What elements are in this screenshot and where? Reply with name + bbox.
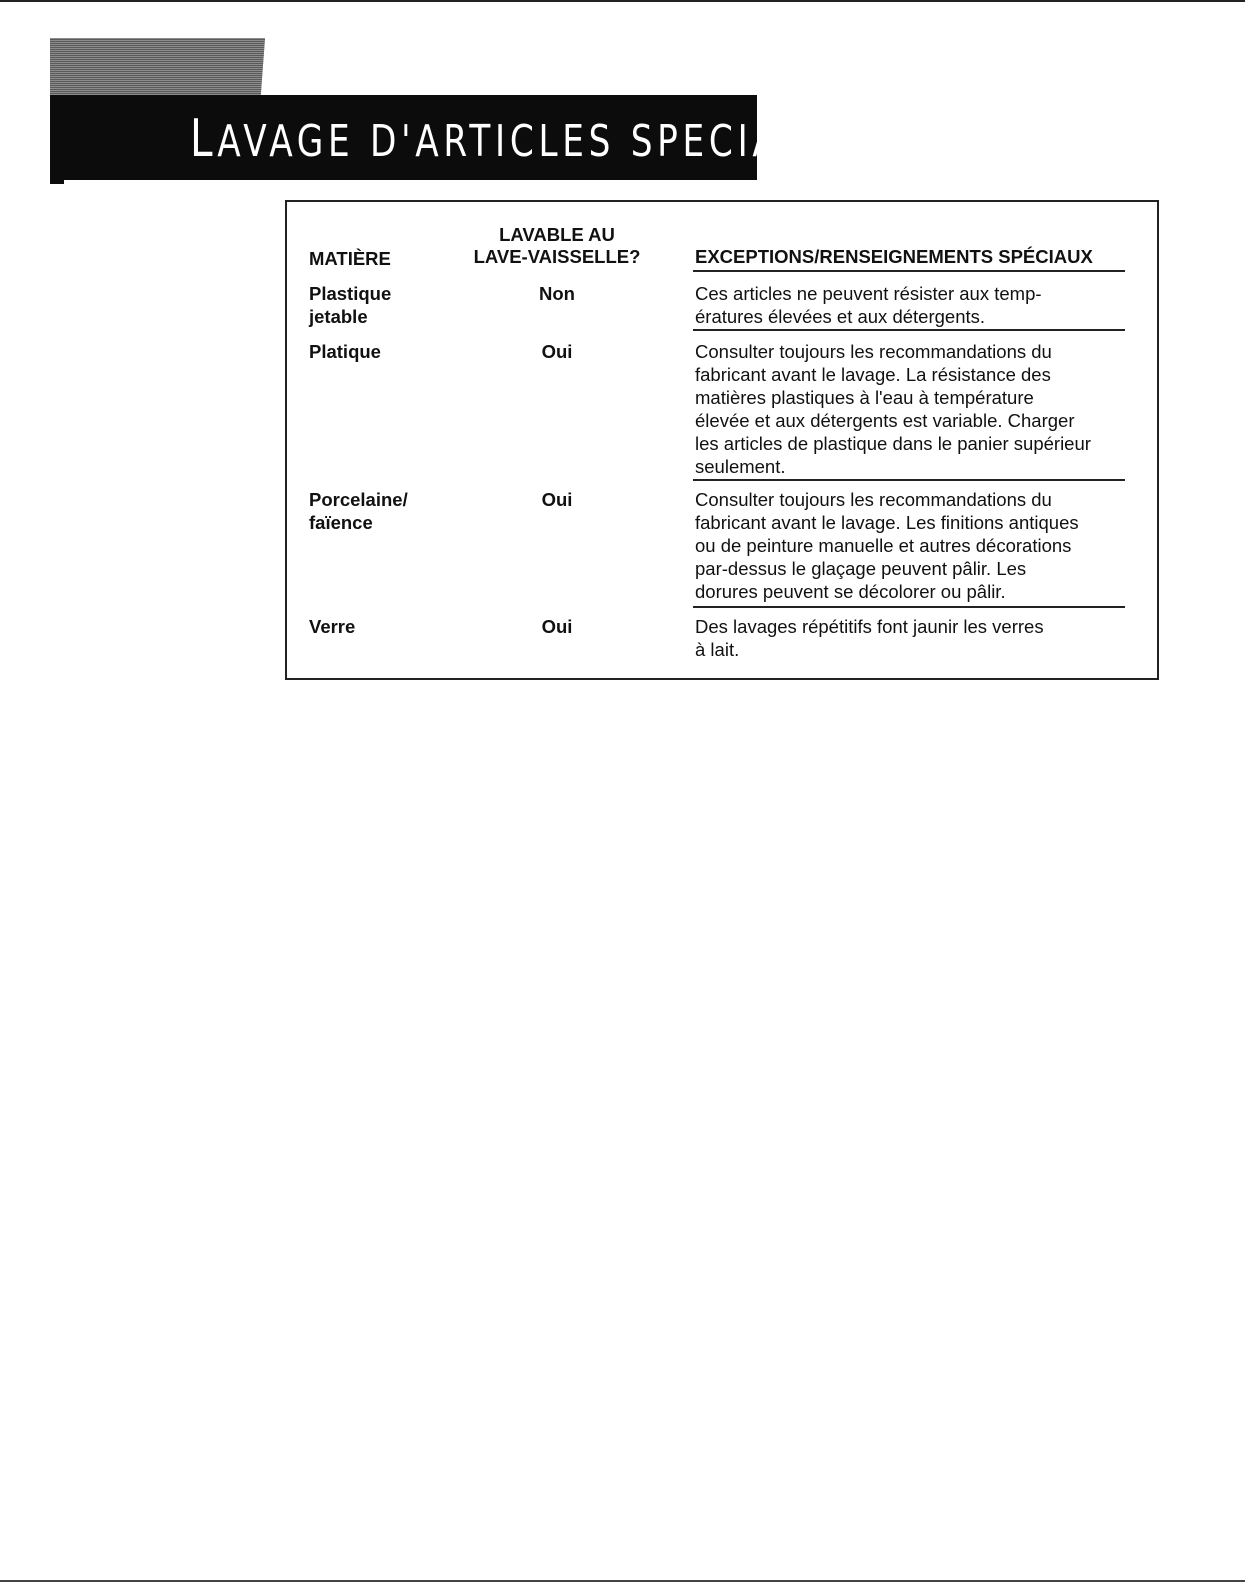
row-3-rule: [693, 606, 1125, 608]
row-2-info: Consulter toujours les recommandations du fabricant avant le lavage. La résistance des matières plastiques à l'eau à température élevée et aux détergents est variable. Charger les articles de plastique dans le panier supérieur seulement.: [695, 341, 1091, 477]
row-3-washable: Oui: [541, 489, 573, 510]
row-4-info: Des lavages répétitifs font jaunir les verres à lait.: [695, 616, 1044, 660]
bottom-border-rule: [0, 1580, 1245, 1582]
title-banner: [50, 95, 839, 180]
banner-foot-decoration: [50, 178, 64, 184]
page-title-lead: L: [190, 109, 218, 169]
header-rule: [693, 270, 1125, 272]
page-title: [190, 99, 839, 179]
row-2-rule: [693, 479, 1125, 481]
special-items-table: [285, 200, 1159, 680]
row-3-info: Consulter toujours les recommandations du fabricant avant le lavage. Les finitions antiques ou de peinture manuelle et autres décorations par-dessus le glaçage peuvent pâlir. Les dorures peuvent se décolorer ou pâlir.: [695, 489, 1079, 602]
header-material: MATIÈRE: [309, 248, 391, 269]
row-2-material: Platique: [309, 341, 381, 362]
top-border-rule: [0, 0, 1245, 2]
page-title-rest: AVAGE D'ARTICLES SPECIAUX: [217, 116, 839, 167]
header-exceptions: EXCEPTIONS/RENSEIGNEMENTS SPÉCIAUX: [695, 246, 1093, 267]
row-1-rule: [693, 329, 1125, 331]
banner-tab-decoration: [50, 38, 265, 96]
row-2-washable: Oui: [541, 341, 573, 362]
row-4-washable: Oui: [541, 616, 573, 637]
row-1-material: Plastique jetable: [309, 283, 392, 327]
row-1-info: Ces articles ne peuvent résister aux temp- ératures élevées et aux détergents.: [695, 283, 1042, 327]
row-3-material: Porcelaine/ faïence: [309, 489, 408, 533]
row-1-washable: Non: [539, 283, 575, 304]
header-washable: LAVABLE AU LAVE-VAISSELLE?: [473, 224, 641, 267]
row-4-material: Verre: [309, 616, 356, 637]
